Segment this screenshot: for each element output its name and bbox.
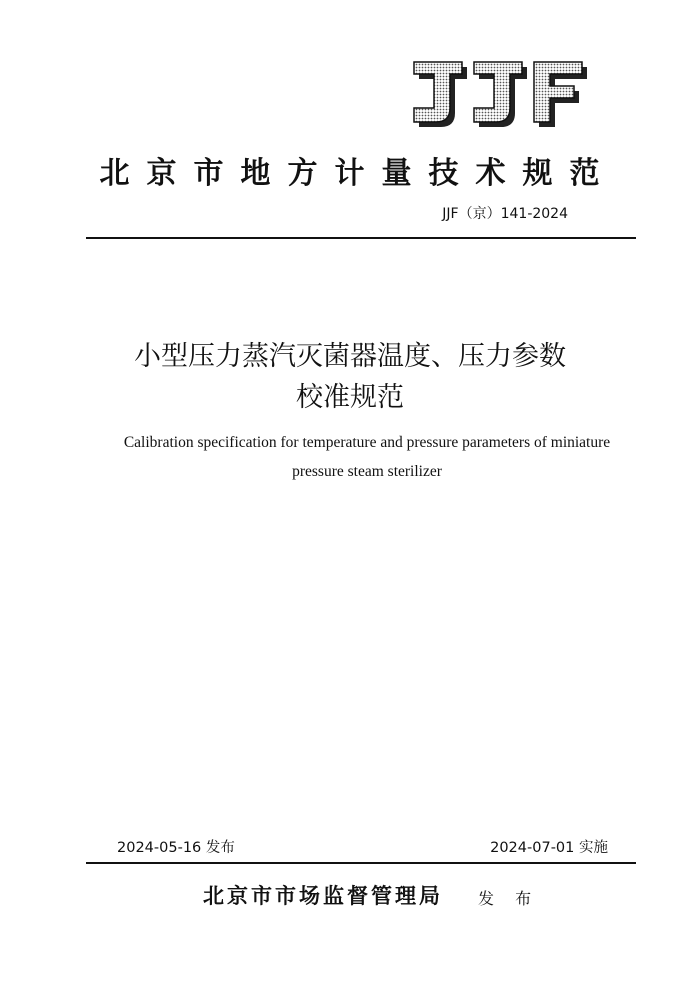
bottom-divider <box>86 862 636 864</box>
implement-date: 2024-07-01 实施 <box>490 840 608 856</box>
title-en-line1: Calibration specification for temperature and pressure parameters of miniature <box>123 434 611 451</box>
standard-code: JJF（京）141-2024 <box>442 206 568 222</box>
org-title: 北京市地方计量技术规范 <box>99 156 617 191</box>
title-cn-line1: 小型压力蒸汽灭菌器温度、压力参数 <box>134 341 566 372</box>
top-divider <box>86 237 636 239</box>
publisher-name: 北京市市场监督管理局 <box>203 883 443 908</box>
title-cn-line2: 校准规范 <box>296 382 404 413</box>
title-en-line2: pressure steam sterilizer <box>292 463 442 480</box>
jjf-logo <box>412 60 592 130</box>
publish-label: 发 布 <box>478 889 540 908</box>
issue-date: 2024-05-16 发布 <box>117 840 235 856</box>
